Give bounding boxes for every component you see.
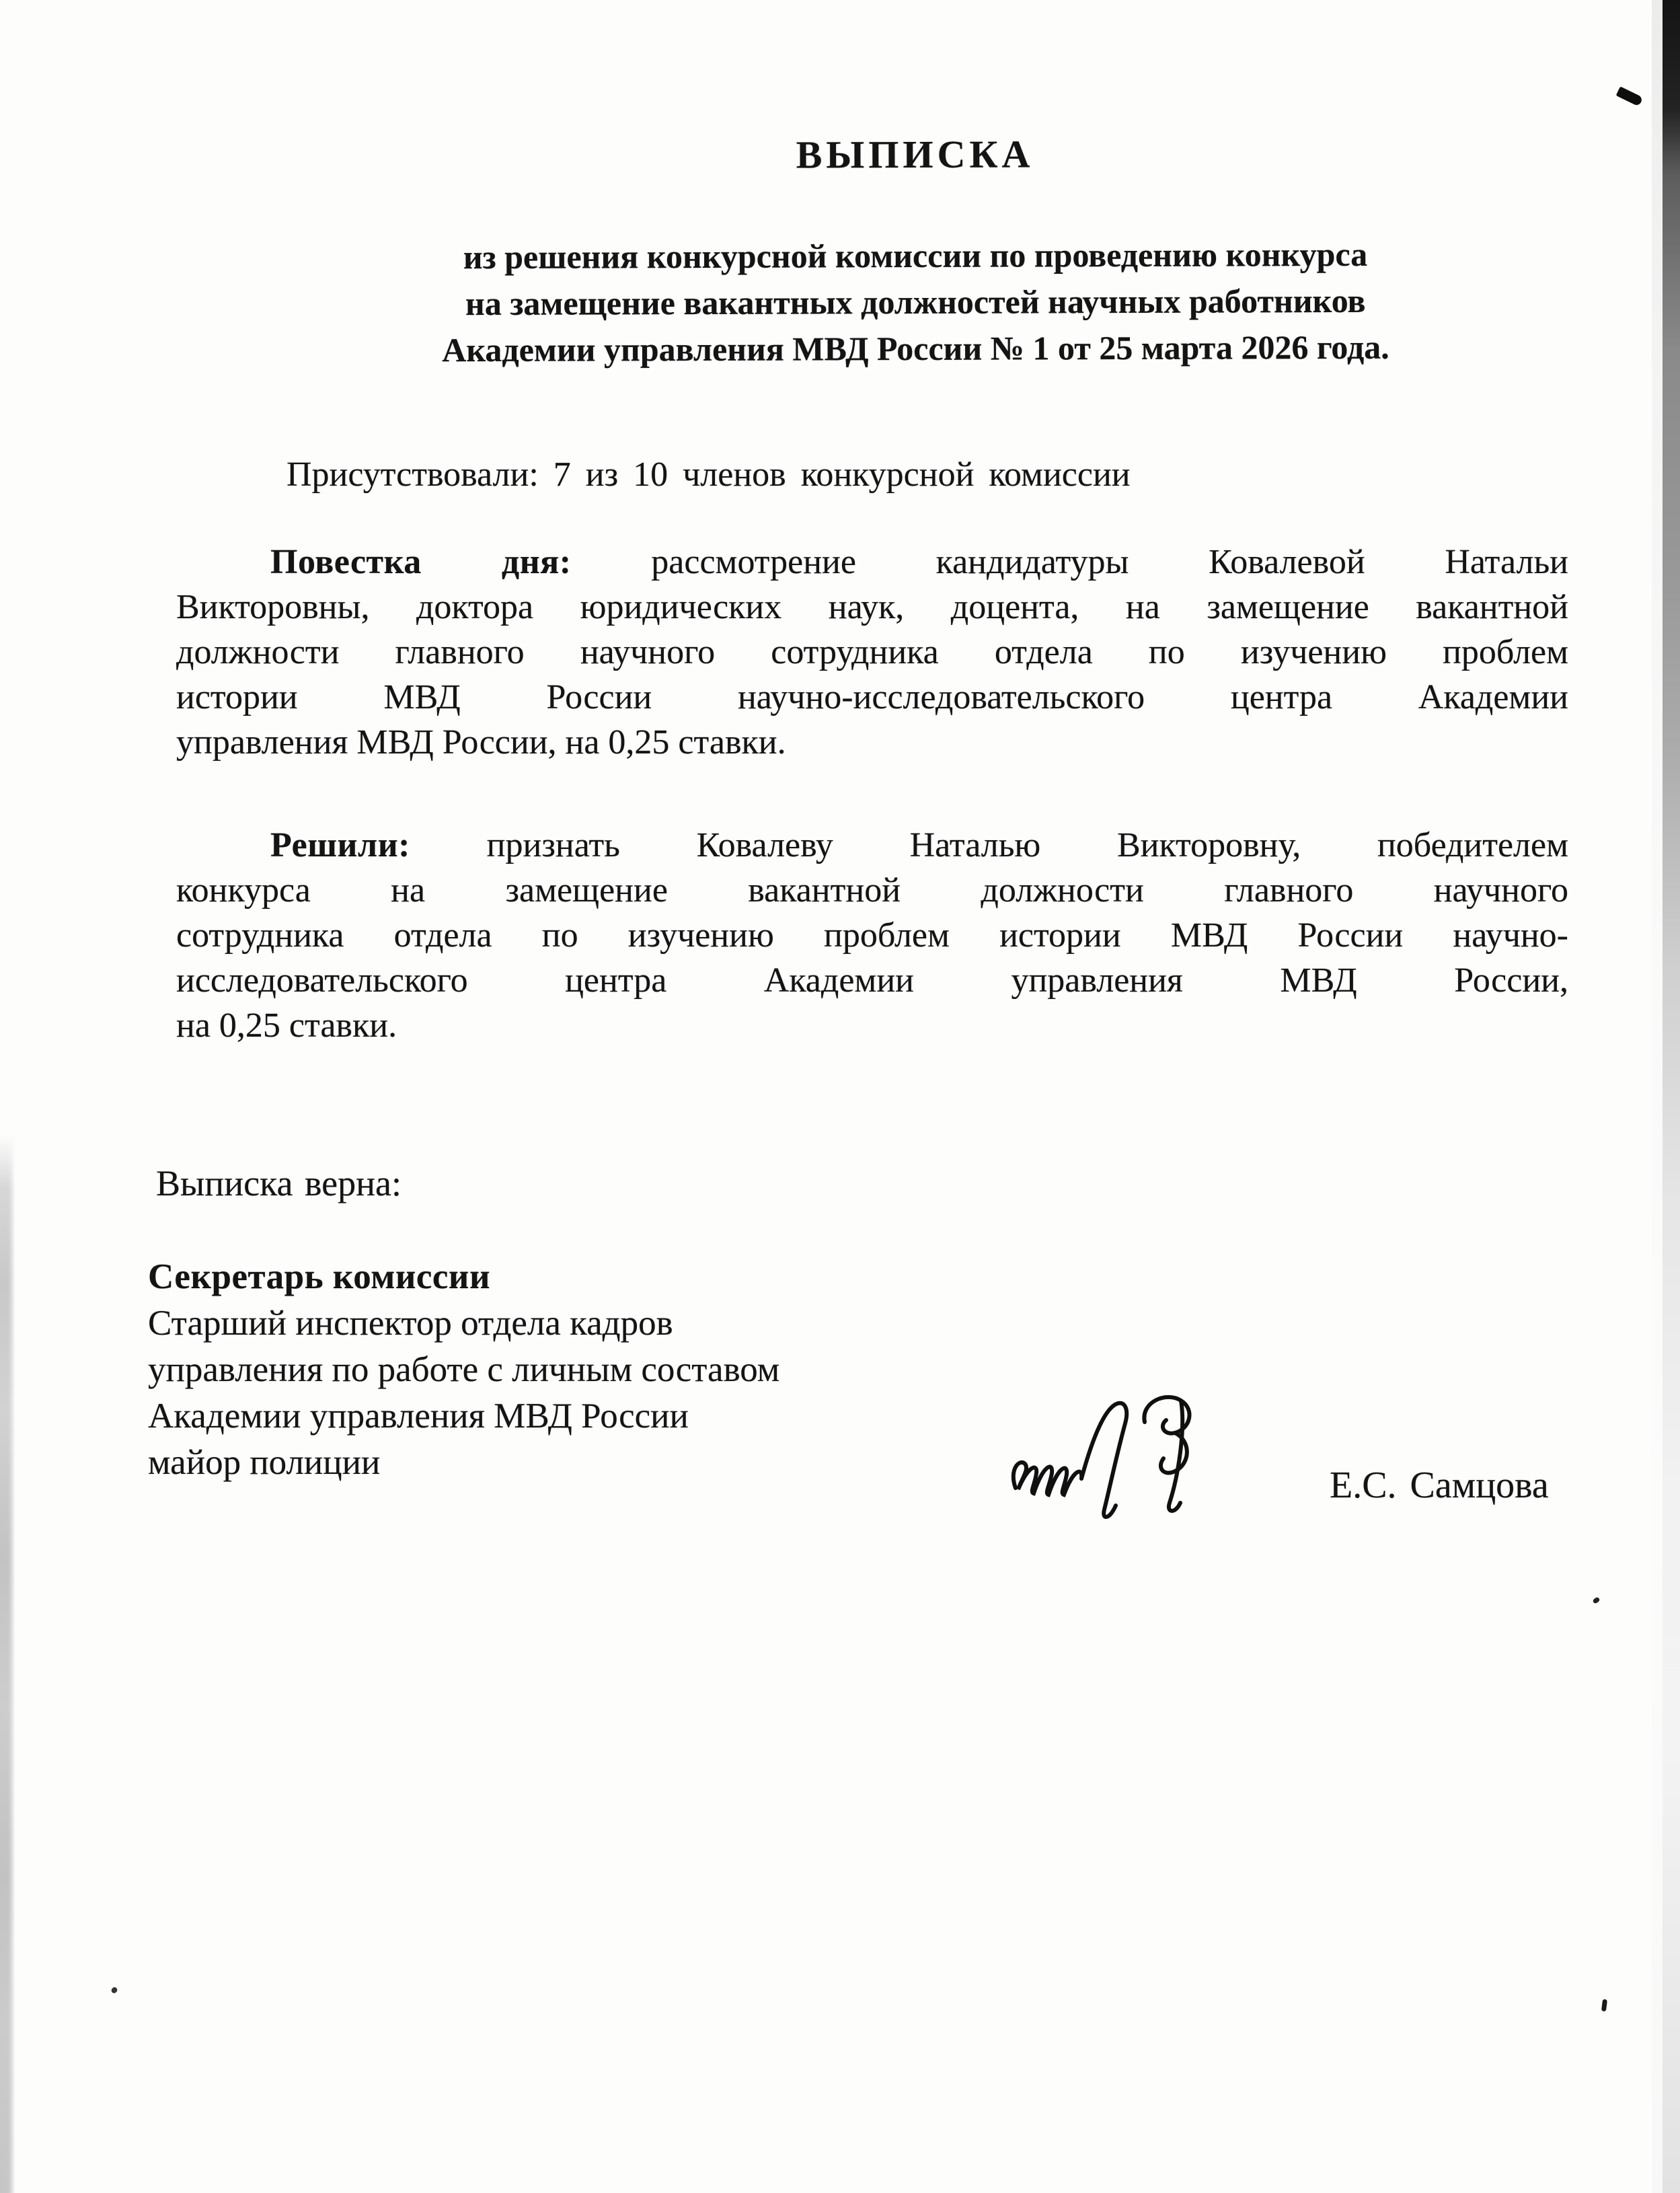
- agenda-line: управления МВД России, на 0,25 ставки.: [176, 723, 786, 761]
- handwritten-signature-icon: [1007, 1387, 1229, 1528]
- agenda-line: должности главного научного сотрудника отдела по изучению проблем: [176, 633, 1568, 671]
- signatory-name: Е.С. Самцова: [1330, 1464, 1549, 1506]
- resolution-line-text: признать Ковалеву Наталью Викторовну, победителем: [410, 826, 1568, 864]
- agenda-line: Викторовны, доктора юридических наук, доцента, на замещение вакантной: [176, 588, 1568, 626]
- document-subtitle: [263, 231, 1568, 374]
- scan-edge-right: [1663, 0, 1680, 2193]
- agenda-paragraph: [176, 540, 1568, 765]
- document-title: ВЫПИСКА: [796, 132, 1034, 177]
- scan-edge-left: [0, 1136, 15, 2193]
- signatory-role-line: майор полиции: [148, 1443, 381, 1482]
- resolution-lead: Решили:: [270, 826, 410, 864]
- subtitle-line: на замещение вакантных должностей научных работников: [465, 281, 1366, 323]
- subtitle-line: Академии управления МВД России № 1 от 25 марта 2026 года.: [442, 328, 1389, 369]
- agenda-line: [176, 540, 1568, 585]
- agenda-lead: Повестка дня:: [270, 543, 572, 581]
- resolution-paragraph: [176, 823, 1568, 1048]
- resolution-line: исследовательского центра Академии управления МВД России,: [176, 961, 1568, 1000]
- agenda-line-text: рассмотрение кандидатуры Ковалевой Натальи: [571, 543, 1569, 581]
- attendance-line: Присутствовали: 7 из 10 членов конкурсной комиссии: [287, 455, 1131, 494]
- signatory-role-line: Старший инспектор отдела кадров: [148, 1304, 673, 1343]
- signatory-role-line: управления по работе с личным составом: [148, 1350, 780, 1389]
- agenda-line: истории МВД России научно-исследовательского центра Академии: [176, 678, 1568, 716]
- ink-speck-icon: [1592, 1596, 1600, 1604]
- document-header: [262, 131, 1568, 374]
- resolution-line: на 0,25 ставки.: [176, 1006, 397, 1045]
- resolution-line: [176, 823, 1568, 868]
- subtitle-line: из решения конкурсной комиссии по проведению конкурса: [463, 235, 1368, 276]
- signatory-role-line: Академии управления МВД России: [148, 1397, 689, 1436]
- resolution-line: конкурса на замещение вакантной должности главного научного: [176, 871, 1568, 909]
- signatory-block: [148, 1254, 1090, 1486]
- scan-edge-right-shadow: [1652, 0, 1663, 2193]
- resolution-line: сотрудника отдела по изучению проблем истории МВД России научно-: [176, 916, 1568, 955]
- ink-speck-icon: [110, 1986, 118, 1994]
- ink-speck-icon: [1601, 1999, 1607, 2012]
- verification-line: Выписка верна:: [156, 1163, 402, 1203]
- signatory-role-line: Секретарь комиссии: [148, 1257, 491, 1296]
- ink-fleck-icon: [1616, 86, 1644, 106]
